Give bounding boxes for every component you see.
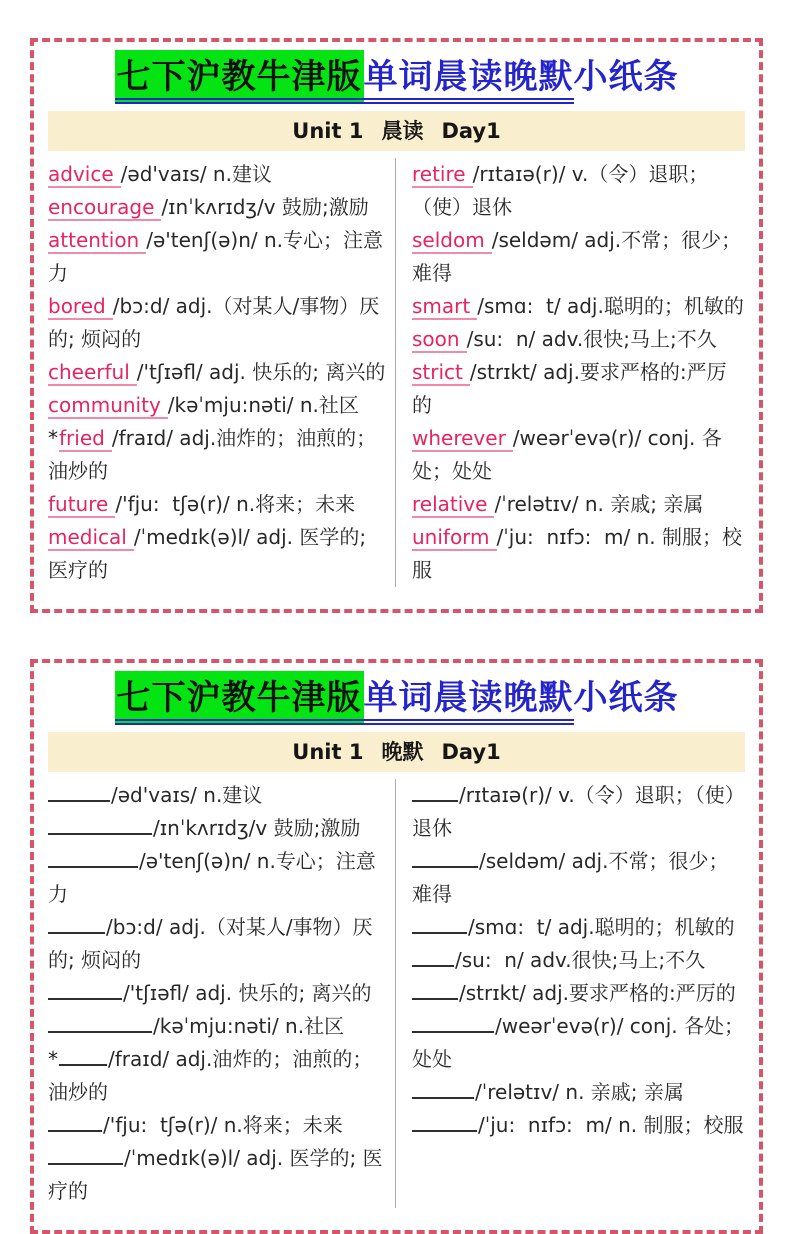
vocab-word: uniform (412, 525, 497, 551)
vocab-entry (48, 356, 387, 389)
vocab-entry (412, 845, 745, 911)
fill-in-blank (412, 787, 458, 802)
vocab-entry (48, 845, 387, 911)
ipa-and-meaning: /'tʃɪəfl/ adj. 快乐的; 离兴的 (136, 360, 386, 384)
ipa-and-meaning: /'fju: tʃə(r)/ n.将来；未来 (103, 1113, 343, 1137)
vocab-word: strict (412, 360, 470, 386)
morning-read-card (30, 38, 763, 613)
vocab-entry (412, 422, 745, 488)
ipa-and-meaning: /fraɪd/ adj.油炸的；油煎的；油炒的 (48, 426, 377, 483)
ipa-and-meaning: /su: n/ adv.很快;马上;不久 (466, 327, 717, 351)
vocab-word: wherever (412, 426, 513, 452)
vocab-entry (48, 422, 387, 488)
ipa-and-meaning: /rɪtaɪə(r)/ v.（令）退职；（使）退休 (412, 162, 709, 219)
vocab-word: fried (59, 426, 112, 452)
vocab-entry (412, 1109, 745, 1142)
vocab-entry (412, 158, 745, 224)
vocab-entry (48, 1109, 387, 1142)
vocab-word: medical (48, 525, 134, 551)
vocab-entry (48, 191, 387, 224)
title-underlined-part: 单词晨读晚默 (364, 678, 574, 725)
vocab-entry (48, 290, 387, 356)
ipa-and-meaning: /ˈrelətɪv/ n. 亲戚; 亲属 (494, 492, 704, 516)
unit-day-banner (48, 732, 745, 772)
ipa-and-meaning: /ˈmedɪk(ə)l/ adj. 医学的; 医疗的 (48, 525, 373, 582)
ipa-and-meaning: /bɔ:d/ adj.（对某人/事物）厌的; 烦闷的 (48, 294, 380, 351)
ipa-and-meaning: /su: n/ adv.很快;马上;不久 (455, 948, 706, 972)
ipa-and-meaning: /ˈju: nɪfɔ: m/ n. 制服；校服 (412, 525, 743, 582)
vocab-entry (412, 521, 745, 587)
fill-in-blank (48, 985, 122, 1000)
ipa-and-meaning: /ɪnˈkʌrɪdʒ/v 鼓励;激励 (153, 816, 361, 840)
title-underlined-part: 单词晨读晚默 (364, 57, 574, 104)
ipa-and-meaning: /kəˈmju:nəti/ n.社区 (167, 393, 359, 417)
ipa-and-meaning: /əd'vaɪs/ n.建议 (111, 783, 263, 807)
fill-in-blank (412, 1018, 494, 1033)
vocab-word: soon (412, 327, 467, 353)
vocab-entry (48, 158, 387, 191)
vocab-entry (48, 1010, 387, 1043)
vocab-list-right (396, 779, 745, 1208)
vocab-word: community (48, 393, 168, 419)
fill-in-blank (48, 1117, 102, 1132)
fill-in-blank (48, 1150, 123, 1165)
ipa-and-meaning: /weərˈevə(r)/ conj. 各处；处处 (412, 1014, 744, 1071)
vocab-entry (48, 779, 387, 812)
ipa-and-meaning: /bɔ:d/ adj.（对某人/事物）厌的; 烦闷的 (48, 915, 373, 972)
ipa-and-meaning: /ə'tenʃ(ə)n/ n.专心；注意力 (48, 849, 376, 906)
title-edition-highlight: 七下沪教牛津版 (115, 671, 364, 725)
ipa-and-meaning: /ɪnˈkʌrɪdʒ/v 鼓励;激励 (161, 195, 369, 219)
vocab-entry (412, 488, 745, 521)
vocab-list-right (396, 158, 745, 587)
banner-session: 晨读 (381, 119, 424, 143)
ipa-and-meaning: /'fju: tʃə(r)/ n.将来；未来 (115, 492, 356, 516)
vocab-word: future (48, 492, 115, 518)
vocab-entry (412, 224, 745, 290)
vocab-word: retire (412, 162, 473, 188)
vocab-columns (48, 158, 745, 587)
vocab-entry (412, 911, 745, 944)
ipa-and-meaning: /ˈrelətɪv/ n. 亲戚; 亲属 (475, 1080, 684, 1104)
evening-recall-card (30, 659, 763, 1234)
vocab-entry (412, 1076, 745, 1109)
vocab-word: bored (48, 294, 113, 320)
ipa-and-meaning: /əd'vaɪs/ n.建议 (120, 162, 272, 186)
fill-in-blank (412, 919, 467, 934)
vocab-word: encourage (48, 195, 161, 221)
title-edition-highlight: 七下沪教牛津版 (115, 50, 364, 104)
ipa-and-meaning: /seldəm/ adj.不常；很少；难得 (412, 228, 742, 285)
banner-unit: Unit 1 (292, 119, 364, 143)
vocab-entry (48, 224, 387, 290)
vocab-entry (412, 356, 745, 422)
ipa-and-meaning: /seldəm/ adj.不常；很少；难得 (412, 849, 729, 906)
footnote-star: * (48, 426, 58, 450)
fill-in-blank (48, 1018, 152, 1033)
banner-day: Day1 (441, 119, 501, 143)
vocab-entry (48, 521, 387, 587)
fill-in-blank (412, 1084, 474, 1099)
title-plain-part: 小纸条 (573, 678, 679, 718)
vocab-entry (48, 389, 387, 422)
ipa-and-meaning: /ˈju: nɪfɔ: m/ n. 制服；校服 (478, 1113, 744, 1137)
ipa-and-meaning: /strɪkt/ adj.要求严格的:严厉的 (412, 360, 727, 417)
vocab-entry (412, 290, 745, 323)
vocab-entry (412, 977, 745, 1010)
vocab-entry (48, 812, 387, 845)
vocab-entry (48, 1043, 387, 1109)
vocab-list-left (48, 158, 395, 587)
banner-day: Day1 (441, 740, 501, 764)
ipa-and-meaning: /rɪtaɪə(r)/ v.（令）退职；（使）退休 (412, 783, 745, 840)
fill-in-blank (412, 1117, 477, 1132)
vocab-entry (412, 323, 745, 356)
ipa-and-meaning: /weərˈevə(r)/ conj. 各处；处处 (412, 426, 722, 483)
vocab-entry (412, 779, 745, 845)
ipa-and-meaning: /kəˈmju:nəti/ n.社区 (153, 1014, 345, 1038)
fill-in-blank (412, 952, 454, 967)
vocab-entry (48, 1142, 387, 1208)
vocab-word: smart (412, 294, 477, 320)
vocab-entry (412, 1010, 745, 1076)
vocab-entry (48, 977, 387, 1010)
ipa-and-meaning: /ə'tenʃ(ə)n/ n.专心；注意力 (48, 228, 384, 285)
unit-day-banner (48, 111, 745, 151)
ipa-and-meaning: /strɪkt/ adj.要求严格的:严厉的 (459, 981, 736, 1005)
banner-unit: Unit 1 (292, 740, 364, 764)
vocab-entry (48, 911, 387, 977)
ipa-and-meaning: /ˈmedɪk(ə)l/ adj. 医学的; 医疗的 (48, 1146, 383, 1203)
vocab-word: advice (48, 162, 121, 188)
banner-session: 晚默 (381, 740, 424, 764)
fill-in-blank (412, 985, 458, 1000)
fill-in-blank (48, 787, 110, 802)
vocab-list-left (48, 779, 395, 1208)
title-plain-part: 小纸条 (573, 57, 679, 97)
fill-in-blank (59, 1051, 107, 1066)
vocab-entry (412, 944, 745, 977)
fill-in-blank (412, 853, 478, 868)
vocab-word: cheerful (48, 360, 137, 386)
card-title (48, 52, 745, 103)
ipa-and-meaning: /smɑ: t/ adj.聪明的；机敏的 (468, 915, 735, 939)
vocab-word: relative (412, 492, 494, 518)
vocab-columns (48, 779, 745, 1208)
vocab-word: attention (48, 228, 146, 254)
fill-in-blank (48, 820, 152, 835)
ipa-and-meaning: /smɑ: t/ adj.聪明的；机敏的 (477, 294, 744, 318)
fill-in-blank (48, 919, 105, 934)
vocab-word: seldom (412, 228, 492, 254)
fill-in-blank (48, 853, 138, 868)
vocab-entry (48, 488, 387, 521)
ipa-and-meaning: /'tʃɪəfl/ adj. 快乐的; 离兴的 (123, 981, 372, 1005)
footnote-star: * (48, 1047, 58, 1071)
card-title (48, 673, 745, 724)
ipa-and-meaning: /fraɪd/ adj.油炸的；油煎的；油炒的 (48, 1047, 373, 1104)
